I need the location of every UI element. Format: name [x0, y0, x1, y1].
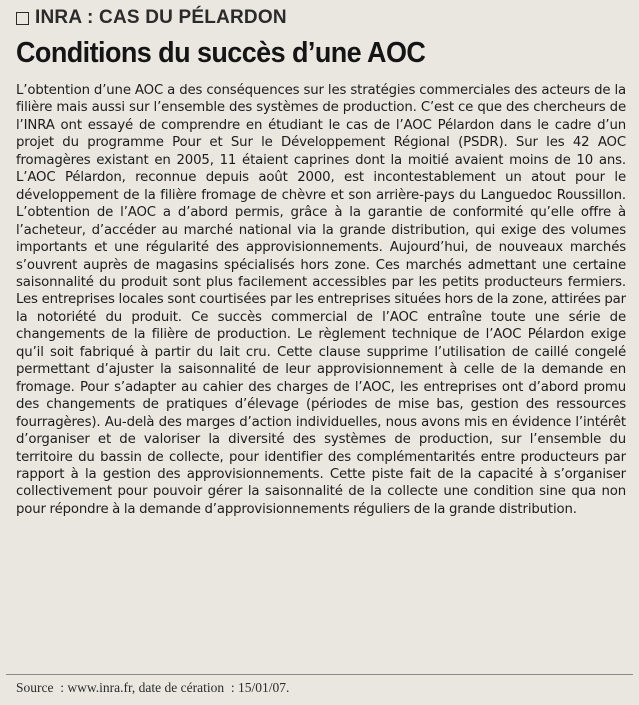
footer-divider — [6, 674, 633, 675]
section-kicker — [16, 6, 625, 30]
square-bullet-icon — [16, 12, 29, 25]
article-body: L’obtention d’une AOC a des conséquences sur les stratégies commerciales des acteurs de la filière mais aussi sur l’ensemble des systèmes de production. C’est ce que des chercheurs de l’INRA ont essayé de comprendre en étudiant le cas de l’AOC Pélardon dans le cadre d’un projet du programme Pour et Sur le Développement Régional (PSDR). Sur les 42 AOC fromagères existant en 2005, 11 étaient caprines dont la moitié avaient moins de 10 ans. L’AOC Pélardon, reconnue depuis août 2000, est incontestablement un atout pour le développement de la filière fromage de chèvre et son arrière-pays du Languedoc Roussillon. L’obtention de l’AOC a d’abord permis, grâce à la garantie de conformité qu’elle offre à l’acheteur, d’accéder au marché national via la grande distribution, qui exige des volumes importants et une régularité des approvisionnements. Aujourd’hui, de nouveaux marchés s’ouvrent auprès de magasins spécialisés hors zone. Ces marchés admettant une certaine saisonnalité du produit sont plus facilement accessibles par les petits producteurs fermiers. Les entreprises locales sont courtisées par les entreprises situées hors de la zone, attirées par la notoriété du produit. Ce succès commercial de l’AOC entraîne toute une série de changements de la filière de production. Le règlement technique de l’AOC Pélardon exige qu’il soit fabriqué à partir du lait cru. Cette clause supprime l’utilisation de caillé congelé permettant d’ajuster la saisonnalité de leur approvisionnement à celle de la demande en fromage. Pour s’adapter au cahier des charges de l’AOC, les entreprises ont d’abord promu des changements de pratiques d’élevage (périodes de mise bas, gestion des ressources fourragères). Au-delà des marges d’action individuelles, nous avons mis en évidence l’intérêt d’organiser et de valoriser la diversité des systèmes de production, sur l’ensemble du territoire du bassin de collecte, pour identifier des complémentarités entre producteurs par rapport à la gestion des approvisionnements. Cette piste fait de la capacité à s’organiser collectivement pour pouvoir gérer la saisonnalité de la collecte une condition sine qua non pour répondre à la demande d’approvisionnements réguliers de la grande distribution. — [16, 83, 626, 517]
source-line: Source : www.inra.fr, date de cération : 15/01/07. — [16, 680, 290, 695]
kicker-label: INRA : CAS DU PÉLARDON — [35, 7, 287, 28]
article-headline: Conditions du succès d’une AOC — [16, 37, 426, 69]
